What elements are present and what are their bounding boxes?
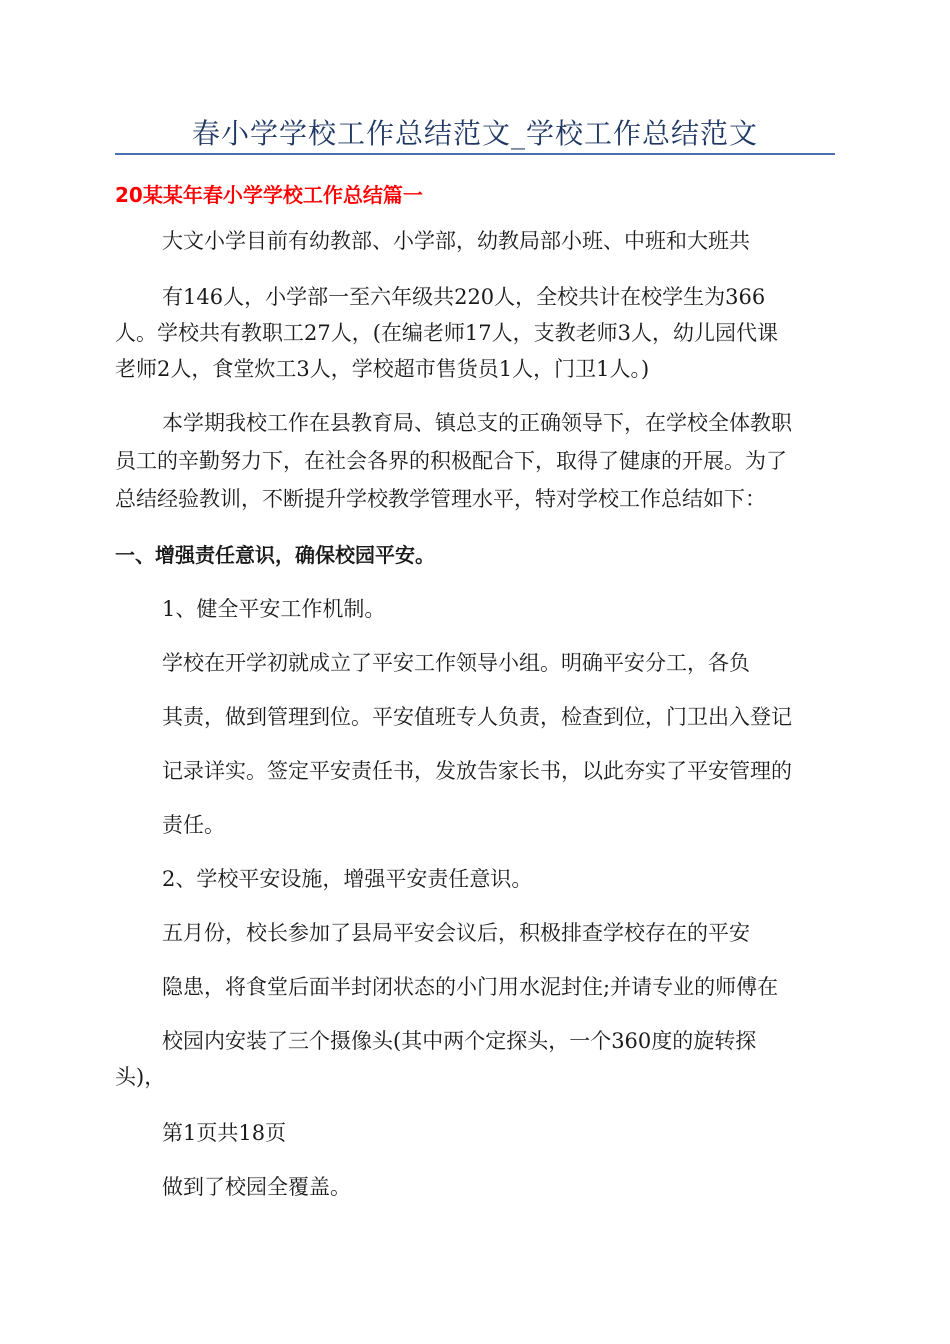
paragraph-line: 本学期我校工作在县教育局、镇总支的正确领导下，在学校全体教职 [162,411,792,435]
paragraph-line: 老师2人，食堂炊工3人，学校超市售货员1人，门卫1人。) [115,357,650,381]
paragraph-line: 做到了校园全覆盖。 [162,1175,351,1199]
paragraph-line: 大文小学目前有幼教部、小学部，幼教局部小班、中班和大班共 [162,229,750,253]
paragraph-line: 有146人，小学部一至六年级共220人，全校共计在校学生为366 [162,285,766,309]
paragraph-line: 校园内安装了三个摄像头(其中两个定探头，一个360度的旋转探 [162,1029,757,1053]
paragraph-line: 隐患，将食堂后面半封闭状态的小门用水泥封住;并请专业的师傅在 [162,975,779,999]
subheading-1: 1、健全平安工作机制。 [162,597,386,621]
paragraph-line: 人。学校共有教职工27人，(在编老师17人，支教老师3人，幼儿园代课 [115,321,778,345]
document-title: 春小学学校工作总结范文_学校工作总结范文 [191,117,758,150]
paragraph-line: 员工的辛勤努力下，在社会各界的积极配合下，取得了健康的开展。为了 [115,449,787,473]
paragraph-line: 其责，做到管理到位。平安值班专人负责，检查到位，门卫出入登记 [162,705,792,729]
paragraph-line: 总结经验教训，不断提升学校教学管理水平，特对学校工作总结如下： [115,487,766,511]
subheading-2: 2、学校平安设施，增强平安责任意识。 [162,867,533,891]
page-number: 第1页共18页 [162,1121,287,1145]
title-underline [115,153,835,155]
heading-1: 一、增强责任意识，确保校园平安。 [115,543,435,567]
paragraph-line: 五月份，校长参加了县局平安会议后，积极排查学校存在的平安 [162,921,750,945]
paragraph-line: 记录详实。签定平安责任书，发放告家长书，以此夯实了平安管理的 [162,759,792,783]
paragraph-line: 头)， [115,1065,166,1089]
paragraph-line: 责任。 [162,813,225,837]
section-heading: 20某某年春小学学校工作总结篇一 [115,183,423,207]
paragraph-line: 学校在开学初就成立了平安工作领导小组。明确平安分工，各负 [162,651,750,675]
